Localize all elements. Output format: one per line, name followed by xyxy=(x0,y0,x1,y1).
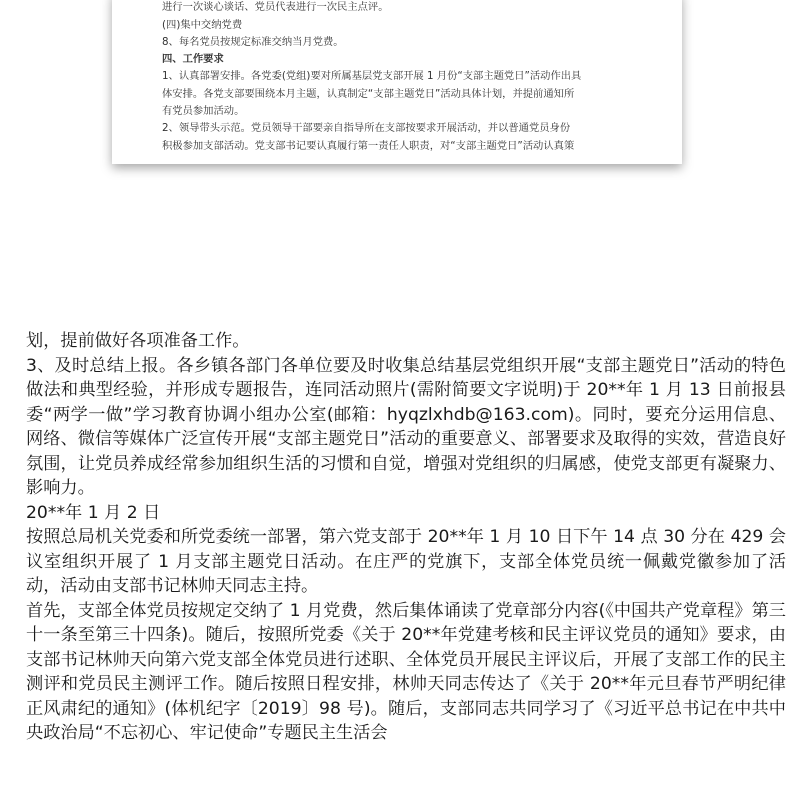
preview-line: 2、领导带头示范。党员领导干部要亲自指导所在支部按要求开展活动，并以普通党员身份 xyxy=(162,122,571,135)
body-paragraph: 按照总局机关党委和所党委统一部署，第六党支部于 20**年 1 月 10 日下午 14 点 30 分在 429 会议室组织开展了 1 月支部主题党日活动。在庄严的党旗下，支部全体党员统一佩戴党徽参加了活动，活动由支部书记林帅天同志主持。 xyxy=(26,527,786,596)
body-paragraph: 20**年 1 月 2 日 xyxy=(26,502,161,523)
preview-line: 体安排。各党支部要围绕本月主题，认真制定“支部主题党日”活动具体计划，并提前通知所 xyxy=(162,87,575,100)
document-page-preview xyxy=(112,0,682,164)
preview-line: 进行一次谈心谈话、党员代表进行一次民主点评。 xyxy=(162,1,389,14)
body-paragraph: 首先，支部全体党员按规定交纳了 1 月党费，然后集体诵读了党章部分内容(《中国共产党章程》第三十一条至第三十四条)。随后，按照所党委《关于 20**年党建考核和民主评议党员的通知》要求，由支部书记林帅天向第六党支部全体党员进行述职、全体党员开展民主评议后，开展了支部工作的民主测评和党员民主测评工作。随后按照日程安排，林帅天同志传达了《关于 20**年元旦春节严明纪律正风肃纪的通知》(体机纪字〔2019〕98 号)。随后，支部同志共同学习了《习近平总书记在中共中央政治局“不忘初心、牢记使命”专题民主生活会 xyxy=(26,600,786,743)
body-paragraph: 3、及时总结上报。各乡镇各部门各单位要及时收集总结基层党组织开展“支部主题党日”活动的特色做法和典型经验，并形成专题报告，连同活动照片(需附简要文字说明)于 20**年 1 月 13 日前报县委“两学一做”学习教育协调小组办公室(邮箱：hyqzlxhdb@163.com)。同时，要充分运用信息、网络、微信等媒体广泛宣传开展“支部主题党日”活动的重要意义、部署要求及取得的实效，营造良好氛围，让党员养成经常参加组织生活的习惯和自觉，增强对党组织的归属感，使党支部更有凝聚力、影响力。 xyxy=(26,355,786,498)
body-paragraph: 划，提前做好各项准备工作。 xyxy=(26,331,250,351)
preview-line: 1、认真部署安排。各党委(党组)要对所属基层党支部开展 1 月份“支部主题党日”活动作出具 xyxy=(162,70,582,83)
preview-line: 有党员参加活动。 xyxy=(162,105,245,118)
page-preview-text xyxy=(112,0,682,155)
section-heading: 四、工作要求 xyxy=(162,53,224,66)
preview-line: 积极参加支部活动。党支部书记要认真履行第一责任人职责，对“支部主题党日”活动认真策 xyxy=(162,139,575,152)
preview-line: 8、每名党员按规定标准交纳当月党费。 xyxy=(162,35,344,48)
document-body xyxy=(26,329,786,746)
preview-line: (四)集中交纳党费 xyxy=(162,18,243,31)
